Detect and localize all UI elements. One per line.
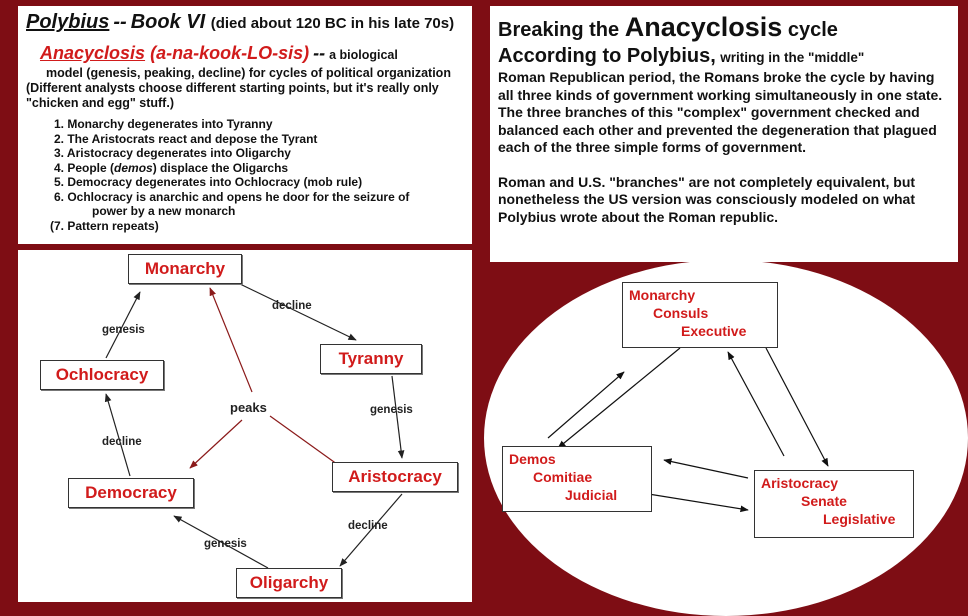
polybius-text-panel <box>18 6 472 244</box>
title-died: (died about 120 BC in his late 70s) <box>210 15 455 32</box>
consuls-label: Consuls <box>653 305 709 321</box>
writing-middle: writing in the "middle" <box>720 50 865 65</box>
sub-dash: -- <box>313 43 326 63</box>
item4-suffix: ) displace the Oligarchs <box>152 160 289 175</box>
polybius-title <box>26 10 464 36</box>
peaks-arrow-to-democracy <box>190 420 242 468</box>
box-demos-comitiae-judicial <box>502 446 652 512</box>
title-suffix: cycle <box>787 19 838 41</box>
label-decline: decline <box>102 436 142 448</box>
list-item: 2. The Aristocrats react and depose the Tyrant <box>54 131 318 146</box>
node-democracy: Democracy <box>68 478 194 508</box>
list-item: 6. Ochlocracy is anarchic and opens he door for the seizure of <box>54 189 410 204</box>
anacyclosis-heading <box>26 42 464 66</box>
arrow-monarchy-to-aristocracy <box>766 348 828 466</box>
arrow-demos-to-monarchy-outer <box>548 372 624 438</box>
list-item-continued: power by a new monarch <box>92 204 236 218</box>
aristocracy-label: Aristocracy <box>761 475 839 491</box>
node-tyranny: Tyranny <box>320 344 422 374</box>
mixed-government-diagram <box>484 260 968 612</box>
according-to: According to Polybius, <box>498 45 716 67</box>
box-aristocracy-senate-legislative <box>754 470 914 538</box>
arrow-aristocracy-to-monarchy <box>728 352 784 456</box>
breaking-cycle-panel <box>490 6 958 262</box>
list-item-repeat: (7. Pattern repeats) <box>50 218 159 233</box>
item4-demos: demos <box>114 160 153 175</box>
label-peaks: peaks <box>230 400 267 415</box>
title-name: Polybius <box>26 11 110 33</box>
pronunciation: (a-na-kook-LO-sis) <box>150 43 310 63</box>
arrow-democracy-to-ochlocracy <box>106 394 130 476</box>
judicial-label: Judicial <box>565 487 618 503</box>
box-monarchy-consuls-executive <box>622 282 778 348</box>
node-ochlocracy: Ochlocracy <box>40 360 164 390</box>
arrow-aristocracy-to-demos <box>664 460 748 478</box>
label-decline: decline <box>272 300 312 312</box>
label-decline: decline <box>348 520 388 532</box>
monarchy-label: Monarchy <box>629 287 696 303</box>
list-item: 5. Democracy degenerates into Ochlocracy (mob rule) <box>54 175 363 189</box>
node-aristocracy: Aristocracy <box>332 462 458 492</box>
title-dash: -- <box>113 11 127 33</box>
biological-text: a biological <box>329 48 398 62</box>
label-genesis: genesis <box>204 538 247 550</box>
cycle-steps-list <box>26 117 464 233</box>
title-prefix: Breaking the <box>498 19 620 41</box>
anacyclosis-term: Anacyclosis <box>40 43 146 63</box>
executive-label: Executive <box>681 323 747 339</box>
peaks-arrow-to-monarchy <box>210 288 252 392</box>
arrow-monarchy-to-tyranny <box>240 284 356 340</box>
paragraph-us: Roman and U.S. "branches" are not completely equivalent, but nonetheless the US version was consciously modeled on what Polybius wrote about the Roman republic. <box>498 173 916 225</box>
paragraph-roman: Roman Republican period, the Romans broke the cycle by having all three kinds of government working simultaneously in one state. The three branches of this "complex" government checked and balanced each other and prevented the degeneration that plagued each of the three simple forms of government. <box>498 69 943 155</box>
item4-prefix: 4. People ( <box>54 160 115 175</box>
label-genesis: genesis <box>370 404 413 416</box>
arrow-demos-to-aristocracy <box>636 492 748 510</box>
title-book: Book VI <box>130 11 206 33</box>
demos-label: Demos <box>509 451 556 467</box>
arrow-monarchy-to-demos-inner <box>558 348 680 448</box>
label-genesis: genesis <box>102 324 145 336</box>
anacyclosis-cycle-diagram <box>18 250 472 602</box>
arrow-tyranny-to-aristocracy <box>392 376 402 458</box>
according-line <box>498 45 950 69</box>
senate-label: Senate <box>801 493 847 509</box>
node-oligarchy: Oligarchy <box>236 568 342 598</box>
breaking-title <box>498 12 950 45</box>
list-item: 1. Monarchy degenerates into Tyranny <box>54 117 273 131</box>
analysts-note-line2: "chicken and egg" stuff.) <box>26 96 174 110</box>
title-anacyclosis: Anacyclosis <box>624 12 783 42</box>
list-item-demos <box>54 161 464 176</box>
node-monarchy: Monarchy <box>128 254 242 284</box>
legislative-label: Legislative <box>823 511 896 527</box>
analysts-note-line1: (Different analysts choose different starting points, but it's really only <box>26 81 439 95</box>
list-item: 3. Aristocracy degenerates into Oligarchy <box>54 146 291 160</box>
model-description: model (genesis, peaking, decline) for cycles of political organization <box>46 66 451 80</box>
comitiae-label: Comitiae <box>533 469 593 485</box>
